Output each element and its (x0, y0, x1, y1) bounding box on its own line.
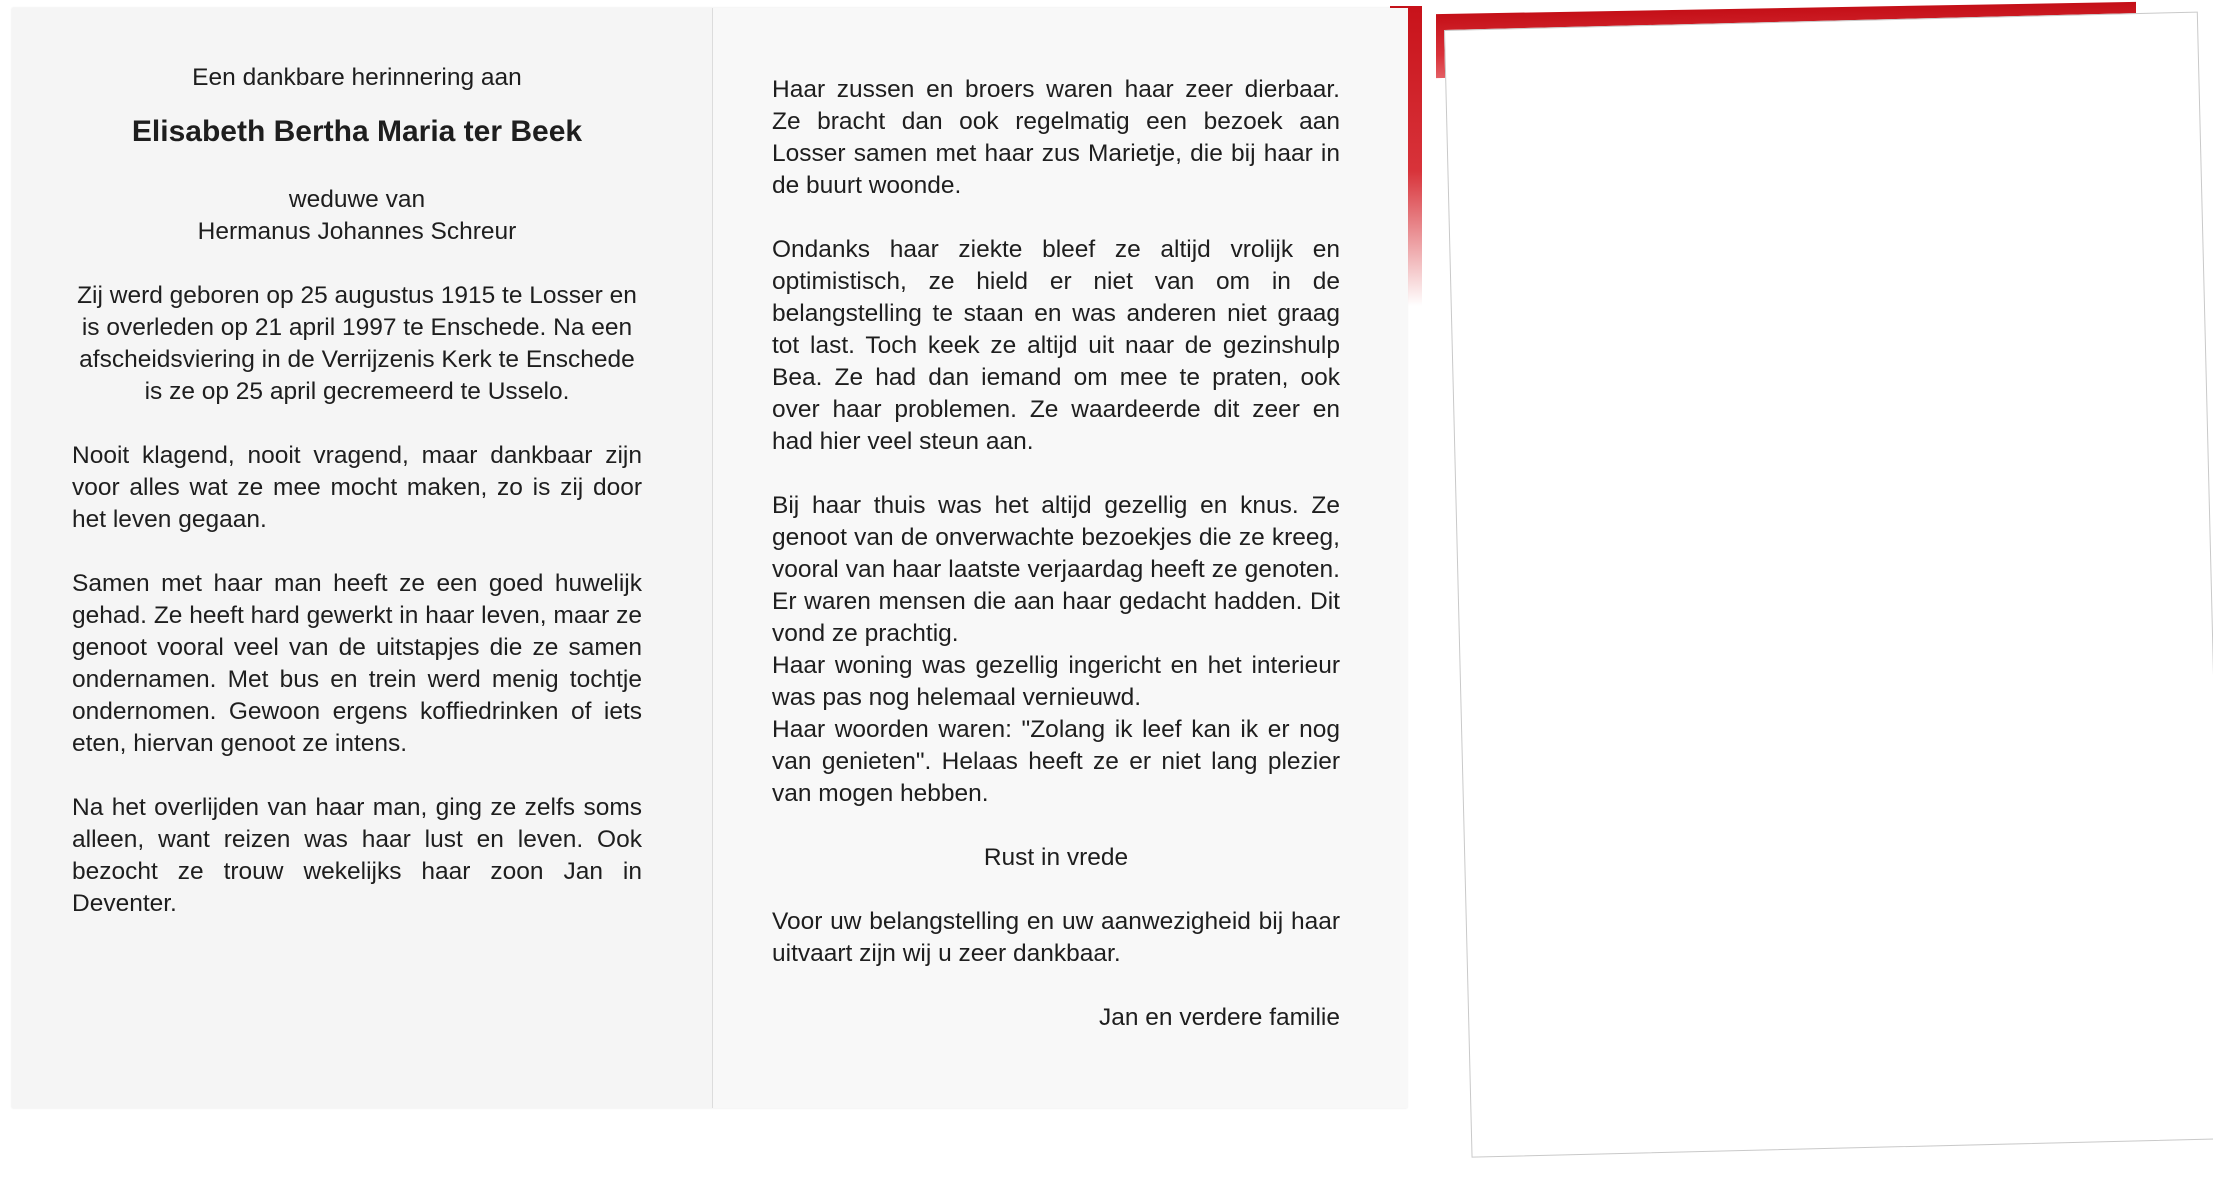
right-paragraph-2: Ondanks haar ziekte bleef ze altijd vrolijk en optimistisch, ze hield er niet van om in de belangstelling te staan en was anderen niet graag tot last. Toch keek ze altijd uit naar de gezinshulp Bea. Ze had dan iemand om mee te praten, ook over haar problemen. Ze waardeerde dit zeer en had hier veel steun aan. (772, 236, 1340, 455)
deceased-name: Elisabeth Bertha Maria ter Beek (131, 115, 583, 148)
left-paragraph-3: Na het overlijden van haar man, ging ze zelfs soms alleen, want reizen was haar lust en leven. Ook bezocht ze trouw wekelijks haar zoon Jan in Deventer. (72, 794, 642, 917)
rest-in-peace: Rust in vrede (983, 844, 1129, 871)
thanks-paragraph: Voor uw belangstelling en uw aanwezigheid bij haar uitvaart zijn wij u zeer dankbaar. (772, 908, 1340, 967)
left-page-text (72, 62, 642, 920)
widow-label: weduwe van (288, 186, 426, 213)
right-page-text (772, 74, 1340, 1034)
birth-death-paragraph: Zij werd geboren op 25 augustus 1915 te Losser en is overleden op 21 april 1997 te Enschede. Na een afscheidsviering in de Verrijzenis Kerk te Enschede is ze op 25 april gecremeerd te Usselo. (77, 282, 637, 405)
left-paragraph-1: Nooit klagend, nooit vragend, maar dankbaar zijn voor alles wat ze mee mocht maken, zo is zij door het leven gegaan. (72, 442, 642, 533)
right-paragraph-3c: Haar woorden waren: "Zolang ik leef kan ik er nog van genieten". Helaas heeft ze er niet lang plezier van mogen hebben. (772, 716, 1340, 807)
right-paragraph-3a: Bij haar thuis was het altijd gezellig en knus. Ze genoot van de onverwachte bezoekjes die ze kreeg, vooral van haar laatste verjaardag heeft ze genoten. Er waren mensen die aan haar gedacht hadden. Dit vond ze prachtig. (772, 492, 1340, 647)
intro-line: Een dankbare herinnering aan (192, 64, 522, 91)
spouse-name: Hermanus Johannes Schreur (197, 218, 517, 245)
right-paragraph-1: Haar zussen en broers waren haar zeer dierbaar. Ze bracht dan ook regelmatig een bezoek aan Losser samen met haar zus Marietje, die bij haar in de buurt woonde. (772, 76, 1340, 199)
memorial-card-back (1444, 12, 2213, 1158)
signature-line: Jan en verdere familie (1098, 1004, 1340, 1031)
left-paragraph-2: Samen met haar man heeft ze een goed huwelijk gehad. Ze heeft hard gewerkt in haar leven, maar ze genoot vooral veel van de uitstapjes die ze samen ondernamen. Met bus en trein werd menig tochtje ondernomen. Gewoon ergens koffiedrinken of iets eten, hiervan genoot ze intens. (72, 570, 642, 757)
right-paragraph-3b: Haar woning was gezellig ingericht en het interieur was pas nog helemaal vernieuwd. (772, 652, 1340, 711)
